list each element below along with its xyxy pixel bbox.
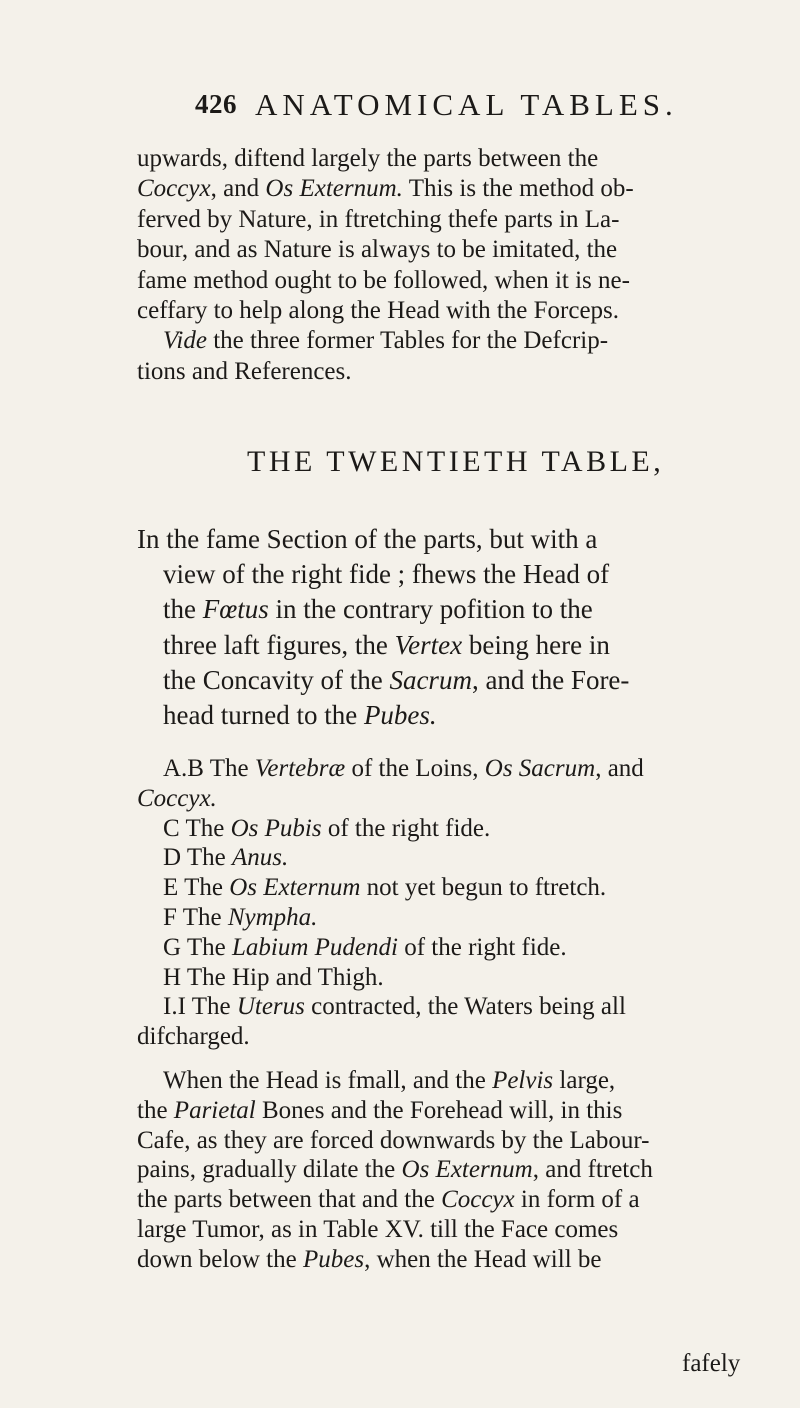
text-line: down below the Pubes, when the Head will be (137, 1245, 602, 1273)
page-header (195, 83, 755, 123)
text-line: H The Hip and Thigh. (163, 963, 384, 991)
text-line: difcharged. (137, 1023, 250, 1051)
text-line: Cafe, as they are forced downwards by the Labour- (137, 1126, 650, 1154)
text-line: head turned to the Pubes. (163, 700, 437, 730)
section-heading: THE TWENTIETH TABLE, (247, 445, 665, 478)
italic-term: Vide (163, 327, 207, 355)
text-line: the Fœtus in the contrary pofition to the (163, 594, 593, 625)
text-line: the parts between that and the Coccyx in form of a (137, 1186, 640, 1214)
text-line: G The Labium Pudendi of the right fide. (163, 933, 567, 961)
italic-term: Os Pubis (230, 814, 322, 842)
italic-term: Uterus (236, 993, 305, 1021)
text-line: Vide the three former Tables for the Defcrip- (163, 327, 609, 355)
text-line: the Concavity of the Sacrum, and the Fore- (163, 664, 630, 695)
text-line: Coccyx, and Os Externum. This is the method ob- (137, 175, 634, 203)
text-line: tions and References. (137, 357, 352, 385)
catchword: fafely (682, 1350, 741, 1377)
text-line: In the fame Section of the parts, but with a (137, 524, 598, 554)
text-line: ceffary to help along the Head with the Forceps. (137, 297, 620, 324)
text-line: the Parietal Bones and the Forehead will, in this (137, 1096, 623, 1124)
text-line: three laft figures, the Vertex being here in (163, 629, 610, 660)
italic-term: Coccyx (137, 175, 211, 203)
text-line: F The Nympha. (163, 904, 318, 931)
italic-term: Nympha. (227, 904, 318, 931)
text-line: bour, and as Nature is always to be imitated, the (137, 236, 618, 264)
text-line: view of the right fide ; fhews the Head of (163, 559, 610, 590)
text-line: fame method ought to be followed, when it is ne- (137, 266, 630, 294)
italic-term: Sacrum (389, 664, 472, 695)
text-line: E The Os Externum not yet begun to ftretch. (163, 874, 607, 902)
italic-term: Pubes (302, 1245, 365, 1273)
text-line: upwards, diftend largely the parts between the (137, 145, 599, 172)
text-line: large Tumor, as in Table XV. till the Face comes (137, 1216, 619, 1243)
italic-term: Parietal (173, 1096, 256, 1124)
text-line: I.I The Uterus contracted, the Waters being all (163, 993, 626, 1021)
page-number: 426 (195, 89, 237, 119)
italic-term: Pelvis (492, 1067, 554, 1094)
italic-term: Labium Pudendi (231, 933, 398, 961)
italic-term: Vertebræ (254, 755, 346, 782)
italic-term: Coccyx (441, 1186, 515, 1214)
text-line: pains, gradually dilate the Os Externum, and ftretch (137, 1156, 653, 1184)
text-line (137, 784, 217, 814)
text-line: A.B The Vertebræ of the Loins, Os Sacrum, and (163, 755, 644, 782)
italic-term: Os Externum. (265, 175, 403, 203)
italic-term: Coccyx. (137, 784, 217, 812)
italic-term: Fœtus (202, 594, 269, 625)
text-line: When the Head is fmall, and the Pelvis large, (163, 1067, 616, 1094)
italic-term: Pubes. (363, 700, 437, 730)
italic-term: Anus. (231, 844, 289, 872)
text-line: ferved by Nature, in ftretching thefe parts in La- (137, 205, 620, 233)
text-line: C The Os Pubis of the right fide. (163, 814, 491, 842)
italic-term: Os Sacrum (484, 755, 596, 782)
text-line: D The Anus. (163, 844, 289, 872)
italic-term: Os Externum (229, 874, 361, 902)
italic-term: Vertex (394, 629, 463, 660)
italic-term: Os Externum (401, 1156, 533, 1184)
running-head: ANATOMICAL TABLES. (255, 87, 678, 122)
